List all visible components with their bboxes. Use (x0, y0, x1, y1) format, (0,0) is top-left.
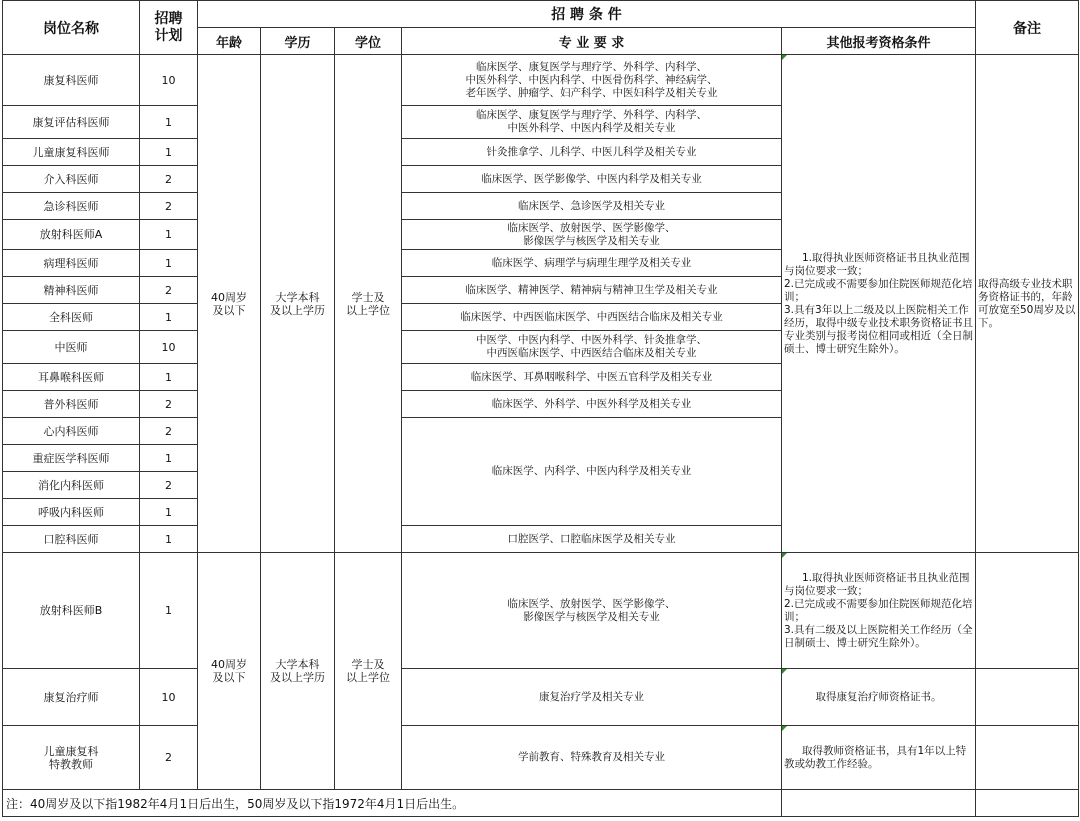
position-name: 介入科医师 (3, 166, 140, 193)
footer-blank (976, 790, 1079, 817)
major-requirement: 临床医学、放射医学、医学影像学、 影像医学与核医学及相关专业 (402, 553, 782, 669)
major-requirement: 临床医学、急诊医学及相关专业 (402, 193, 782, 220)
plan-count: 2 (140, 726, 198, 790)
position-name: 康复评估科医师 (3, 106, 140, 139)
position-name: 儿童康复科 特教教师 (3, 726, 140, 790)
plan-count: 2 (140, 166, 198, 193)
remark (976, 726, 1079, 790)
other-requirements: 1.取得执业医师资格证书且执业范围与岗位要求一致； 2.已完成或不需要参加住院医师规范化培训； 3.具有二级及以上医院相关工作经历（全日制硕士、博士研究生除外）。 (782, 553, 976, 669)
plan-count: 10 (140, 669, 198, 726)
major-requirement: 临床医学、耳鼻咽喉科学、中医五官科学及相关专业 (402, 364, 782, 391)
plan-count: 1 (140, 106, 198, 139)
plan-count: 10 (140, 331, 198, 364)
header-education: 学历 (261, 28, 335, 55)
position-name: 耳鼻喉科医师 (3, 364, 140, 391)
position-name: 呼吸内科医师 (3, 499, 140, 526)
remark (976, 553, 1079, 669)
plan-count: 10 (140, 55, 198, 106)
header-plan: 招聘 计划 (140, 1, 198, 55)
major-requirement: 临床医学、病理学与病理生理学及相关专业 (402, 250, 782, 277)
major-requirement: 临床医学、中西医临床医学、中西医结合临床及相关专业 (402, 304, 782, 331)
degree-requirement: 学士及 以上学位 (335, 55, 402, 553)
age-requirement: 40周岁 及以下 (198, 553, 261, 790)
plan-count: 2 (140, 418, 198, 445)
plan-count: 1 (140, 364, 198, 391)
major-requirement: 临床医学、精神医学、精神病与精神卫生学及相关专业 (402, 277, 782, 304)
major-requirement: 临床医学、康复医学与理疗学、外科学、内科学、 中医外科学、中医内科学及相关专业 (402, 106, 782, 139)
plan-count: 2 (140, 277, 198, 304)
education-requirement: 大学本科 及以上学历 (261, 55, 335, 553)
position-name: 急诊科医师 (3, 193, 140, 220)
position-name: 放射科医师B (3, 553, 140, 669)
plan-count: 2 (140, 391, 198, 418)
position-name: 病理科医师 (3, 250, 140, 277)
position-name: 康复治疗师 (3, 669, 140, 726)
header-age: 年龄 (198, 28, 261, 55)
plan-count: 1 (140, 499, 198, 526)
plan-count: 2 (140, 472, 198, 499)
position-name: 中医师 (3, 331, 140, 364)
position-name: 普外科医师 (3, 391, 140, 418)
position-name: 重症医学科医师 (3, 445, 140, 472)
header-conditions: 招 聘 条 件 (198, 1, 976, 28)
position-name: 消化内科医师 (3, 472, 140, 499)
age-requirement: 40周岁 及以下 (198, 55, 261, 553)
position-name: 口腔科医师 (3, 526, 140, 553)
table-row (3, 669, 1079, 726)
table-row (3, 553, 1079, 669)
footer-note: 注：40周岁及以下指1982年4月1日后出生，50周岁及以下指1972年4月1日后出生。 (3, 790, 782, 817)
major-requirement: 临床医学、放射医学、医学影像学、 影像医学与核医学及相关专业 (402, 220, 782, 250)
header-major: 专 业 要 求 (402, 28, 782, 55)
position-name: 全科医师 (3, 304, 140, 331)
table-row (3, 55, 1079, 106)
plan-count: 1 (140, 526, 198, 553)
degree-requirement: 学士及 以上学位 (335, 553, 402, 790)
major-requirement: 临床医学、外科学、中医外科学及相关专业 (402, 391, 782, 418)
position-name: 儿童康复科医师 (3, 139, 140, 166)
remark: 取得高级专业技术职务资格证书的，年龄可放宽至50周岁及以下。 (976, 55, 1079, 553)
header-position: 岗位名称 (3, 1, 140, 55)
position-name: 康复科医师 (3, 55, 140, 106)
header-other: 其他报考资格条件 (782, 28, 976, 55)
other-requirements: 取得康复治疗师资格证书。 (782, 669, 976, 726)
major-requirement: 口腔医学、口腔临床医学及相关专业 (402, 526, 782, 553)
header-degree: 学位 (335, 28, 402, 55)
plan-count: 1 (140, 250, 198, 277)
plan-count: 1 (140, 304, 198, 331)
major-requirement: 针灸推拿学、儿科学、中医儿科学及相关专业 (402, 139, 782, 166)
other-requirements: 取得教师资格证书，具有1年以上特教或幼教工作经验。 (782, 726, 976, 790)
plan-count: 2 (140, 193, 198, 220)
plan-count: 1 (140, 553, 198, 669)
education-requirement: 大学本科 及以上学历 (261, 553, 335, 790)
position-name: 心内科医师 (3, 418, 140, 445)
other-requirements: 1.取得执业医师资格证书且执业范围与岗位要求一致； 2.已完成或不需要参加住院医师规范化培训； 3.具有3年以上二级及以上医院相关工作经历，取得中级专业技术职务资格证书且专业类别与报考岗位相同或相近（全日制硕士、博士研究生除外）。 (782, 55, 976, 553)
plan-count: 1 (140, 139, 198, 166)
major-requirement: 临床医学、医学影像学、中医内科学及相关专业 (402, 166, 782, 193)
major-requirement: 临床医学、内科学、中医内科学及相关专业 (402, 418, 782, 526)
major-requirement: 中医学、中医内科学、中医外科学、针灸推拿学、 中西医临床医学、中西医结合临床及相关专业 (402, 331, 782, 364)
major-requirement: 康复治疗学及相关专业 (402, 669, 782, 726)
plan-count: 1 (140, 445, 198, 472)
table-row (3, 726, 1079, 790)
major-requirement: 临床医学、康复医学与理疗学、外科学、内科学、 中医外科学、中医内科学、中医骨伤科学、神经病学、 老年医学、肿瘤学、妇产科学、中医妇科学及相关专业 (402, 55, 782, 106)
position-name: 精神科医师 (3, 277, 140, 304)
header-remark: 备注 (976, 1, 1079, 55)
recruitment-table (2, 0, 1079, 817)
major-requirement: 学前教育、特殊教育及相关专业 (402, 726, 782, 790)
position-name: 放射科医师A (3, 220, 140, 250)
footer-blank (782, 790, 976, 817)
remark (976, 669, 1079, 726)
plan-count: 1 (140, 220, 198, 250)
